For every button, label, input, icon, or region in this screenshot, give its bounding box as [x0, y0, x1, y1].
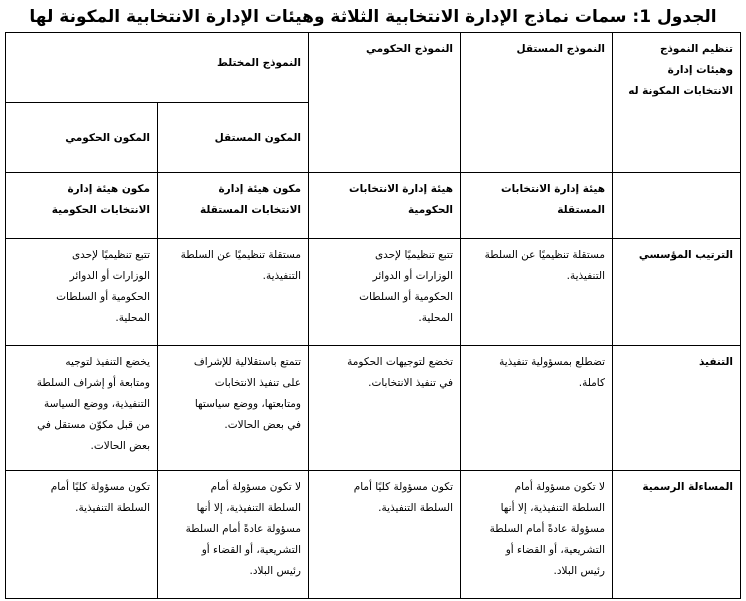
emb-models-table: [5, 32, 741, 599]
cell-independent: مستقلة تنظيميًا عن السلطة التنفيذية.: [461, 239, 613, 346]
row-label: الترتيب المؤسسي: [613, 239, 741, 346]
corner-header-cell: تنظيم النموذج وهيئات إدارة الانتخابات المكونة له: [613, 33, 741, 173]
cell-mixed-government: تكون مسؤولة كليًا أمام السلطة التنفيذية.: [6, 471, 158, 599]
table-row: [6, 346, 741, 471]
government-model-header: النموذج الحكومي: [309, 33, 461, 173]
cell-mixed-independent: تتمتع باستقلالية للإشراف على تنفيذ الانتخابات ومتابعتها، ووضع سياستها في بعض الحالات.: [158, 346, 309, 471]
header-row-models: [6, 33, 741, 103]
cell-mixed-government: تتبع تنظيميًا لإحدى الوزارات أو الدوائر الحكومية أو السلطات المحلية.: [6, 239, 158, 346]
empty-header-cell: [613, 173, 741, 239]
cell-government: تكون مسؤولة كليًا أمام السلطة التنفيذية.: [309, 471, 461, 599]
emb-mixed-government-header: مكون هيئة إدارة الانتخابات الحكومية: [6, 173, 158, 239]
cell-independent: لا تكون مسؤولة أمام السلطة التنفيذية، إلا أنها مسؤولة عادةً أمام السلطة التشريعية، أو القضاء أو رئيس البلاد.: [461, 471, 613, 599]
mixed-independent-component-header: المكون المستقل: [158, 103, 309, 173]
table-row: [6, 239, 741, 346]
emb-government-header: هيئة إدارة الانتخابات الحكومية: [309, 173, 461, 239]
cell-mixed-government: يخضع التنفيذ لتوجيه ومتابعة أو إشراف السلطة التنفيذية، ووضع السياسة من قبل مكوّن مستقل في بعض الحالات.: [6, 346, 158, 471]
row-label: التنفيذ: [613, 346, 741, 471]
row-label: المساءلة الرسمية: [613, 471, 741, 599]
mixed-government-component-header: المكون الحكومي: [6, 103, 158, 173]
independent-model-header: النموذج المستقل: [461, 33, 613, 173]
mixed-model-header: النموذج المختلط: [6, 33, 309, 103]
cell-government: تتبع تنظيميًا لإحدى الوزارات أو الدوائر الحكومية أو السلطات المحلية.: [309, 239, 461, 346]
cell-mixed-independent: مستقلة تنظيميًا عن السلطة التنفيذية.: [158, 239, 309, 346]
emb-independent-header: هيئة إدارة الانتخابات المستقلة: [461, 173, 613, 239]
header-row-embs: [6, 173, 741, 239]
table-title: الجدول 1: سمات نماذج الإدارة الانتخابية الثلاثة وهيئات الإدارة الانتخابية المكونة لها: [29, 7, 717, 27]
emb-mixed-independent-header: مكون هيئة إدارة الانتخابات المستقلة: [158, 173, 309, 239]
cell-mixed-independent: لا تكون مسؤولة أمام السلطة التنفيذية، إلا أنها مسؤولة عادةً أمام السلطة التشريعية، أو القضاء أو رئيس البلاد.: [158, 471, 309, 599]
cell-independent: تضطلع بمسؤولية تنفيذية كاملة.: [461, 346, 613, 471]
cell-government: تخضع لتوجيهات الحكومة في تنفيذ الانتخابات.: [309, 346, 461, 471]
table-row: [6, 471, 741, 599]
